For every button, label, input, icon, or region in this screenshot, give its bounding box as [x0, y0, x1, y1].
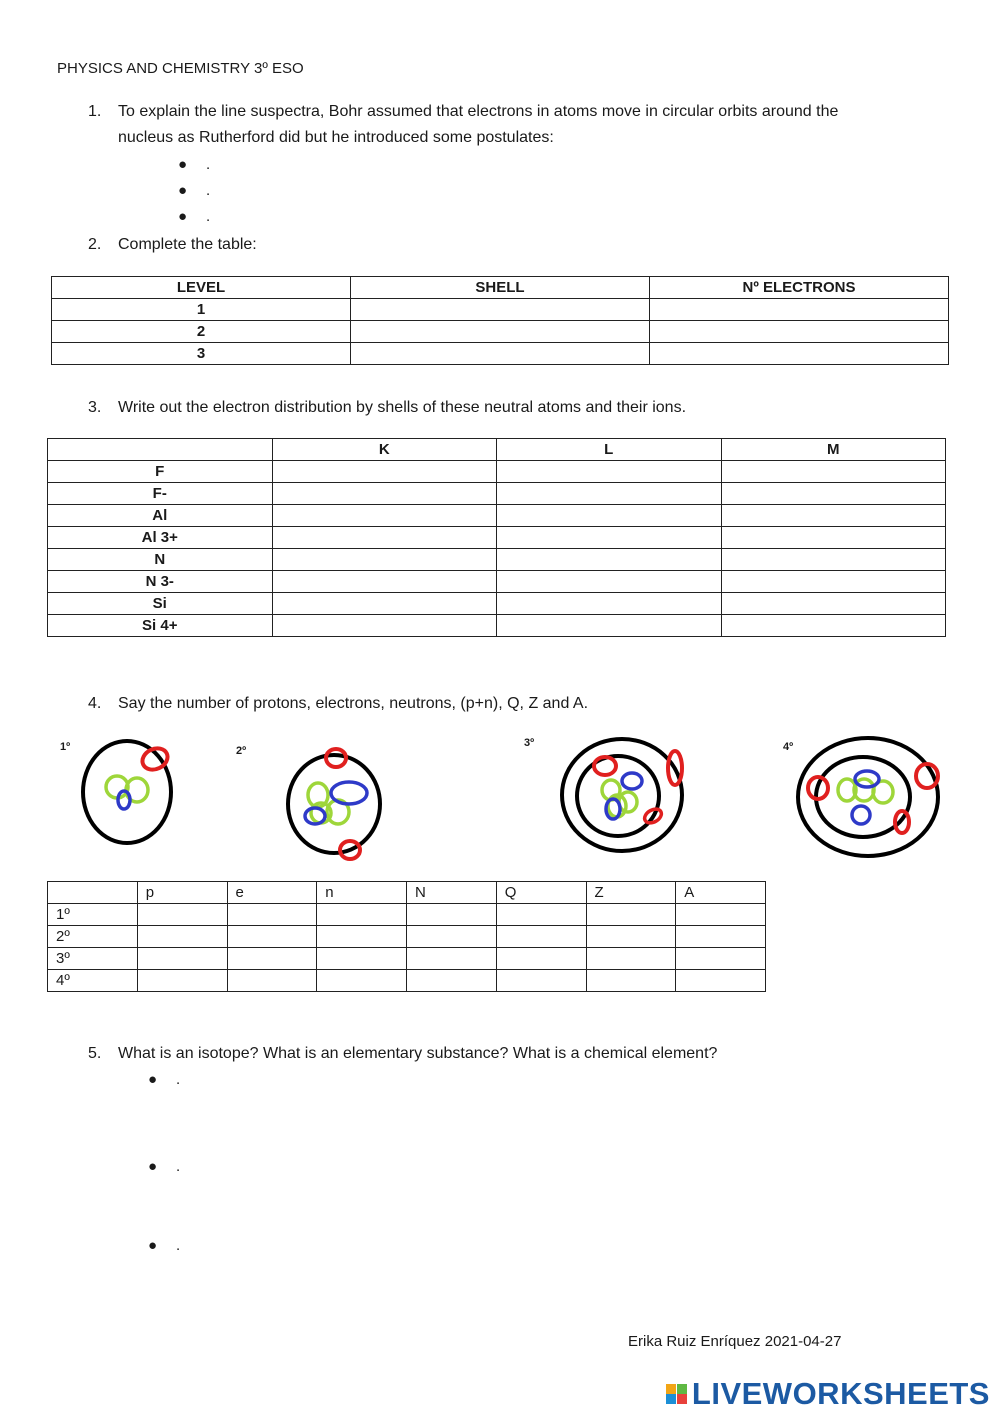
- atom-3-label: 3º: [524, 737, 535, 749]
- question-5-text: What is an isotope? What is an elementary substance? What is a chemical element?: [118, 1045, 718, 1062]
- shell-input-cell[interactable]: [351, 299, 650, 321]
- question-2-text: Complete the table:: [118, 236, 257, 253]
- input-cell[interactable]: [317, 948, 407, 970]
- col-header-blank: [48, 882, 138, 904]
- l-input-cell[interactable]: [497, 505, 722, 527]
- input-cell[interactable]: [407, 904, 497, 926]
- question-4-text: Say the number of protons, electrons, neutrons, (p+n), Q, Z and A.: [118, 695, 589, 712]
- col-header-a: A: [676, 882, 766, 904]
- m-input-cell[interactable]: [721, 549, 946, 571]
- logo-icon: [666, 1384, 690, 1408]
- atom-cell: N 3-: [48, 571, 273, 593]
- shell-input-cell[interactable]: [351, 343, 650, 365]
- question-3: [88, 395, 888, 421]
- atom-cell: N: [48, 549, 273, 571]
- col-header-m: M: [721, 439, 946, 461]
- input-cell[interactable]: [227, 970, 317, 992]
- electrons-input-cell[interactable]: [650, 299, 949, 321]
- atom-number-cell: 2º: [48, 926, 138, 948]
- input-cell[interactable]: [407, 948, 497, 970]
- input-cell[interactable]: [676, 926, 766, 948]
- input-cell[interactable]: [676, 948, 766, 970]
- m-input-cell[interactable]: [721, 527, 946, 549]
- col-header-p: p: [137, 882, 227, 904]
- table-row: [48, 970, 766, 992]
- atom-2-red-particle: [326, 749, 346, 767]
- col-header-k: K: [272, 439, 497, 461]
- table-row: [48, 615, 946, 637]
- col-header-l: L: [497, 439, 722, 461]
- col-header-e: e: [227, 882, 317, 904]
- l-input-cell[interactable]: [497, 593, 722, 615]
- m-input-cell[interactable]: [721, 571, 946, 593]
- atom-number-cell: 4º: [48, 970, 138, 992]
- level-cell: 2: [52, 321, 351, 343]
- input-cell[interactable]: [137, 926, 227, 948]
- m-input-cell[interactable]: [721, 615, 946, 637]
- col-header-electrons: Nº ELECTRONS: [650, 277, 949, 299]
- input-cell[interactable]: [227, 904, 317, 926]
- atom-number-cell: 3º: [48, 948, 138, 970]
- atom-4-diagram: [790, 730, 950, 865]
- question-2: [88, 232, 688, 258]
- table-row: [48, 926, 766, 948]
- k-input-cell[interactable]: [272, 461, 497, 483]
- k-input-cell[interactable]: [272, 615, 497, 637]
- table-row: [48, 527, 946, 549]
- k-input-cell[interactable]: [272, 549, 497, 571]
- col-header-blank: [48, 439, 273, 461]
- bullet-icon: ●: [148, 1158, 158, 1175]
- q1-bullet-2-text[interactable]: .: [206, 182, 211, 199]
- table-row: [48, 948, 766, 970]
- atom-3-diagram: [550, 730, 700, 865]
- input-cell[interactable]: [227, 926, 317, 948]
- atom-4-blue-particle: [852, 806, 870, 824]
- table-row: [48, 461, 946, 483]
- atom-2-orbit: [288, 755, 380, 853]
- m-input-cell[interactable]: [721, 505, 946, 527]
- shell-input-cell[interactable]: [351, 321, 650, 343]
- q1-bullet-3-text[interactable]: .: [206, 208, 211, 225]
- atom-cell: Si 4+: [48, 615, 273, 637]
- table-row: [48, 505, 946, 527]
- atom-2-blue-particle: [331, 782, 367, 804]
- input-cell[interactable]: [137, 970, 227, 992]
- k-input-cell[interactable]: [272, 571, 497, 593]
- logo-text: LIVEWORKSHEETS: [691, 1376, 990, 1411]
- level-shell-table: [51, 276, 949, 365]
- col-header-level: LEVEL: [52, 277, 351, 299]
- electron-distribution-table: [47, 438, 946, 637]
- input-cell[interactable]: [317, 970, 407, 992]
- q5-bullet-2-text[interactable]: .: [176, 1158, 181, 1175]
- table-row: [48, 904, 766, 926]
- k-input-cell[interactable]: [272, 483, 497, 505]
- question-1: [88, 99, 968, 151]
- input-cell[interactable]: [496, 970, 586, 992]
- particle-count-table: [47, 881, 766, 992]
- m-input-cell[interactable]: [721, 483, 946, 505]
- level-cell: 1: [52, 299, 351, 321]
- atom-2-label: 2º: [236, 745, 247, 757]
- bullet-icon: ●: [148, 1237, 158, 1254]
- atom-cell: F-: [48, 483, 273, 505]
- question-3-text: Write out the electron distribution by shells of these neutral atoms and their ions.: [118, 399, 687, 416]
- col-header-z: Z: [586, 882, 676, 904]
- l-input-cell[interactable]: [497, 615, 722, 637]
- input-cell[interactable]: [586, 904, 676, 926]
- col-header-N: N: [407, 882, 497, 904]
- table-row: [52, 299, 949, 321]
- m-input-cell[interactable]: [721, 461, 946, 483]
- question-3-number: 3.: [88, 399, 102, 416]
- table-row: [52, 321, 949, 343]
- l-input-cell[interactable]: [497, 549, 722, 571]
- atom-1-label: 1º: [60, 741, 71, 753]
- k-input-cell[interactable]: [272, 527, 497, 549]
- bullet-icon: ●: [148, 1071, 158, 1088]
- input-cell[interactable]: [586, 970, 676, 992]
- bullet-icon: ●: [178, 156, 188, 173]
- question-5-number: 5.: [88, 1045, 102, 1062]
- input-cell[interactable]: [407, 970, 497, 992]
- question-4-number: 4.: [88, 695, 102, 712]
- atom-4-label: 4º: [783, 741, 794, 753]
- k-input-cell[interactable]: [272, 505, 497, 527]
- bullet-icon: ●: [178, 208, 188, 225]
- l-input-cell[interactable]: [497, 461, 722, 483]
- table-row: [52, 343, 949, 365]
- atom-2-diagram: [275, 740, 395, 870]
- atom-cell: Al 3+: [48, 527, 273, 549]
- input-cell[interactable]: [676, 904, 766, 926]
- input-cell[interactable]: [586, 926, 676, 948]
- question-1-line-2: nucleus as Rutherford did but he introduced some postulates:: [118, 129, 554, 146]
- question-1-line-1: To explain the line suspectra, Bohr assumed that electrons in atoms move in circular orbits around the: [118, 103, 839, 120]
- bullet-icon: ●: [178, 182, 188, 199]
- question-1-number: 1.: [88, 103, 102, 120]
- input-cell[interactable]: [227, 948, 317, 970]
- worksheet-header: PHYSICS AND CHEMISTRY 3º ESO: [57, 60, 304, 77]
- electrons-input-cell[interactable]: [650, 321, 949, 343]
- input-cell[interactable]: [137, 904, 227, 926]
- input-cell[interactable]: [496, 948, 586, 970]
- col-header-n: n: [317, 882, 407, 904]
- q1-bullet-1-text[interactable]: .: [206, 156, 211, 173]
- table-row: [48, 549, 946, 571]
- input-cell[interactable]: [317, 904, 407, 926]
- l-input-cell[interactable]: [497, 571, 722, 593]
- table-row: [48, 571, 946, 593]
- q5-bullet-1-text[interactable]: .: [176, 1071, 181, 1088]
- atom-cell: Si: [48, 593, 273, 615]
- atom-cell: F: [48, 461, 273, 483]
- input-cell[interactable]: [496, 926, 586, 948]
- q5-bullet-3-text[interactable]: .: [176, 1237, 181, 1254]
- liveworksheets-logo[interactable]: [666, 1376, 990, 1412]
- question-4: [88, 691, 888, 717]
- col-header-shell: SHELL: [351, 277, 650, 299]
- l-input-cell[interactable]: [497, 483, 722, 505]
- atom-number-cell: 1º: [48, 904, 138, 926]
- atom-1-diagram: [70, 730, 190, 860]
- atom-cell: Al: [48, 505, 273, 527]
- question-5: [88, 1041, 938, 1067]
- table-row: [48, 483, 946, 505]
- input-cell[interactable]: [137, 948, 227, 970]
- input-cell[interactable]: [586, 948, 676, 970]
- m-input-cell[interactable]: [721, 593, 946, 615]
- input-cell[interactable]: [407, 926, 497, 948]
- question-2-number: 2.: [88, 236, 102, 253]
- electrons-input-cell[interactable]: [650, 343, 949, 365]
- atom-3-blue-particle: [622, 773, 642, 789]
- input-cell[interactable]: [676, 970, 766, 992]
- input-cell[interactable]: [496, 904, 586, 926]
- l-input-cell[interactable]: [497, 527, 722, 549]
- col-header-q: Q: [496, 882, 586, 904]
- k-input-cell[interactable]: [272, 593, 497, 615]
- author-signature: Erika Ruiz Enríquez 2021-04-27: [628, 1333, 842, 1350]
- input-cell[interactable]: [317, 926, 407, 948]
- level-cell: 3: [52, 343, 351, 365]
- table-row: [48, 593, 946, 615]
